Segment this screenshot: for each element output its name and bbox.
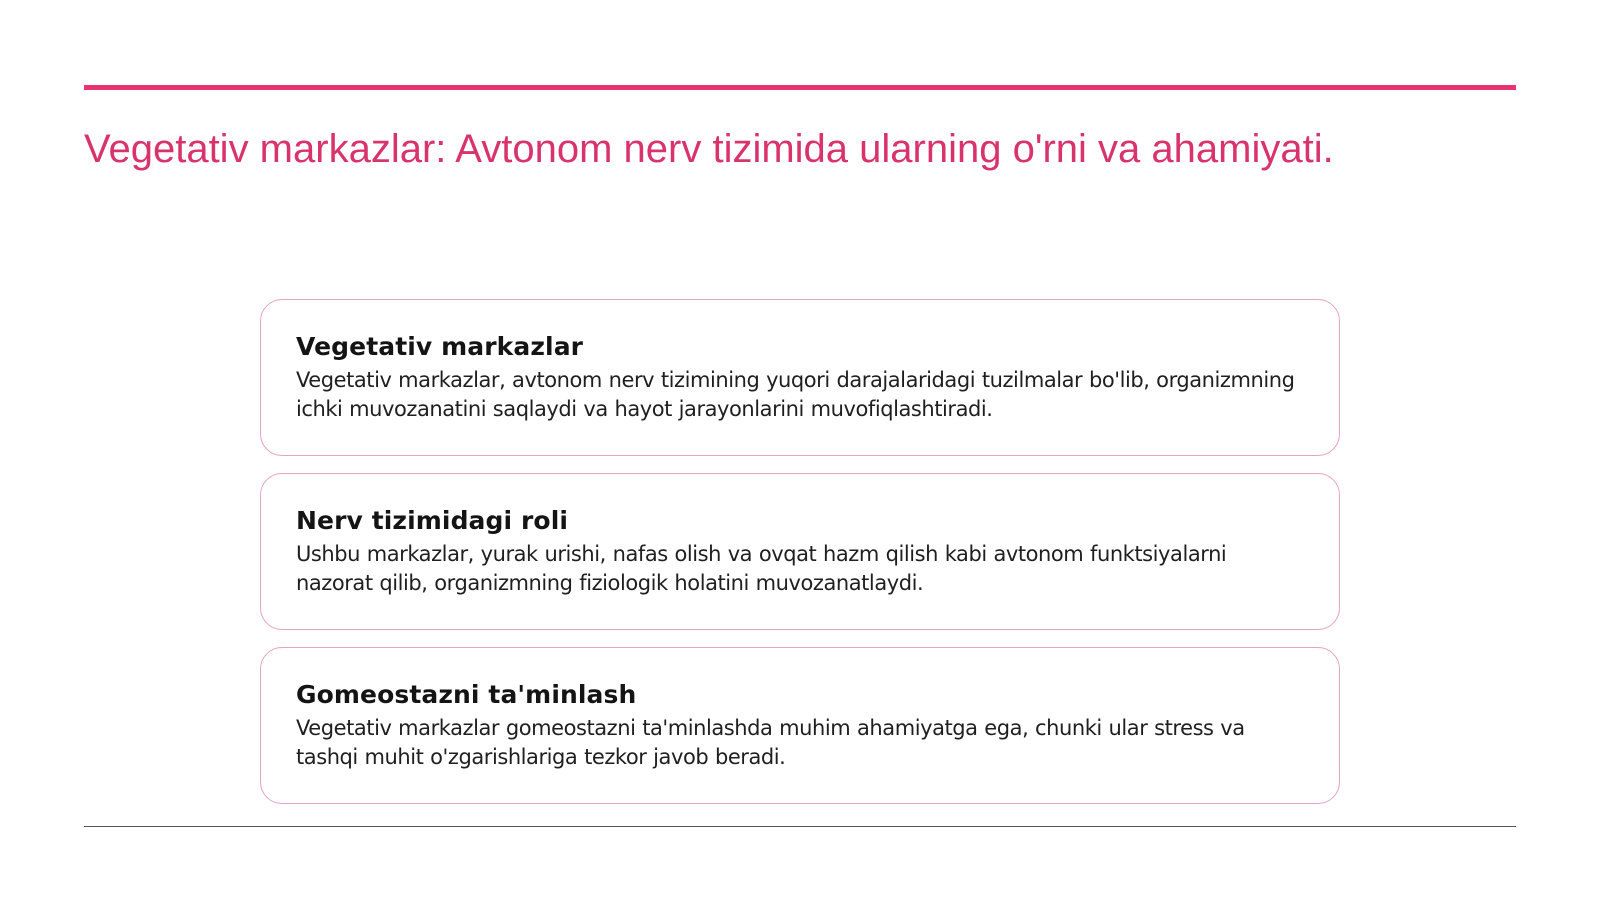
card-text: Vegetativ markazlar, avtonom nerv tizimining yuqori darajalaridagi tuzilmalar bo'lib, organizmning ichki muvozanatini saqlaydi va hayot jarayonlarini muvofiqlashtiradi. [296,368,1295,421]
card-nerv-tizimidagi-roli [260,473,1340,630]
page-title: Vegetativ markazlar: Avtonom nerv tizimida ularning o'rni va ahamiyati. [84,127,1334,171]
card-text: Vegetativ markazlar gomeostazni ta'minlashda muhim ahamiyatga ega, chunki ular stress va tashqi muhit o'zgarishlariga tezkor javob beradi. [296,716,1245,769]
card-heading: Vegetativ markazlar [296,332,584,361]
card-heading: Nerv tizimidagi roli [296,506,569,535]
card-vegetativ-markazlar [260,299,1340,456]
top-accent-line [84,85,1516,90]
card-text: Ushbu markazlar, yurak urishi, nafas olish va ovqat hazm qilish kabi avtonom funktsiyalarni nazorat qilib, organizmning fiziologik holatini muvozanatlaydi. [296,542,1227,595]
card-gomeostazni-taminlash [260,647,1340,804]
bottom-divider [84,826,1516,827]
card-heading: Gomeostazni ta'minlash [296,680,637,709]
card-list [260,299,1340,821]
